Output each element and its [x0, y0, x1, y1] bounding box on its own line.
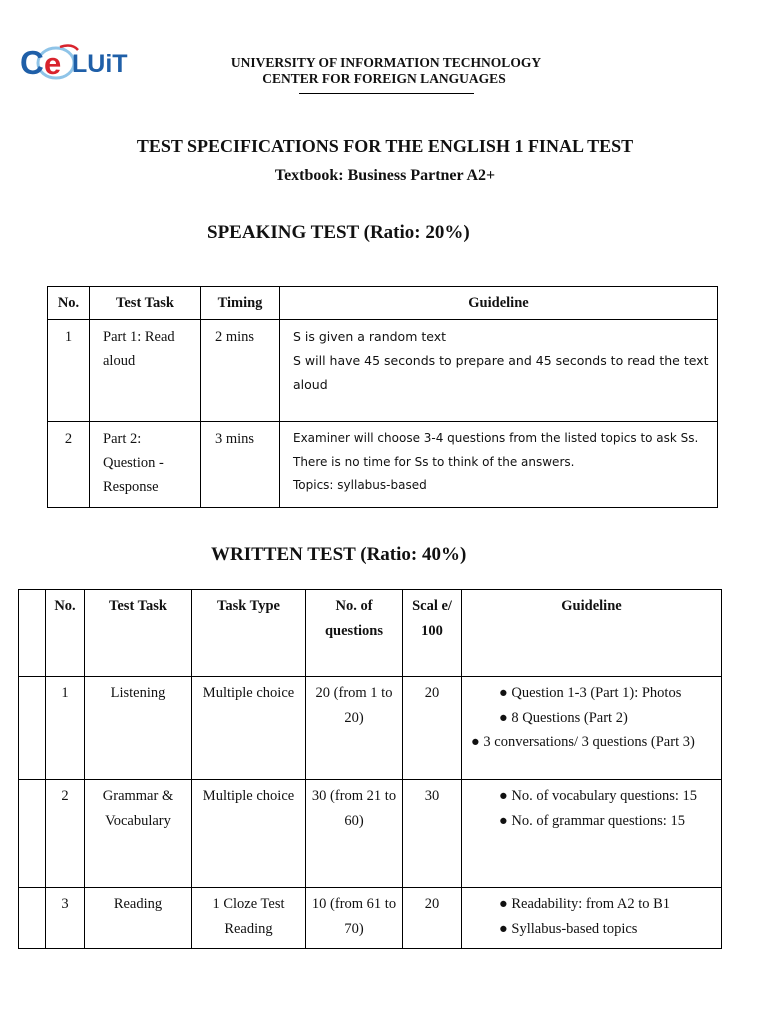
table-row: [19, 780, 722, 888]
column-header: No. of questions: [306, 590, 403, 677]
guideline-line: ● No. of vocabulary questions: 15: [499, 788, 698, 804]
scale: 30: [403, 780, 462, 888]
column-header: Test Task: [90, 287, 201, 320]
blank-cell: [19, 780, 46, 888]
blank-cell: [19, 888, 46, 949]
question-count: 20 (from 1 to 20): [306, 677, 403, 780]
table-header-row: [48, 287, 718, 320]
column-header: Test Task: [85, 590, 192, 677]
guideline-line: ● Syllabus-based topics: [499, 920, 638, 937]
svg-text:LUiT: LUiT: [72, 50, 128, 78]
blank-cell: [19, 677, 46, 780]
test-task: Part 2: Question - Response: [90, 422, 201, 508]
blank-column-header: [19, 590, 46, 677]
document-subtitle: Textbook: Business Partner A2+: [274, 167, 496, 184]
guideline-line: ● Question 1-3 (Part 1): Photos: [499, 685, 682, 701]
column-header: No.: [48, 287, 90, 320]
column-header: Task Type: [192, 590, 306, 677]
written-test-table: [18, 589, 722, 949]
institution-header: [0, 55, 768, 87]
column-header: No.: [46, 590, 85, 677]
column-header: Scal e/ 100: [403, 590, 462, 677]
guideline-line: ● Readability: from A2 to B1: [499, 896, 671, 912]
column-header: Guideline: [462, 590, 722, 677]
test-task: Listening: [85, 677, 192, 780]
question-count: 10 (from 61 to 70): [306, 888, 403, 949]
task-type: Multiple choice: [192, 677, 306, 780]
svg-text:C: C: [20, 44, 44, 81]
scale: 20: [403, 888, 462, 949]
document-title: TEST SPECIFICATIONS FOR THE ENGLISH 1 FINAL TEST: [136, 136, 634, 156]
university-name: UNIVERSITY OF INFORMATION TECHNOLOGY: [230, 55, 542, 70]
row-number: 1: [46, 677, 85, 780]
test-task: Reading: [85, 888, 192, 949]
center-name: CENTER FOR FOREIGN LANGUAGES: [262, 71, 506, 86]
guideline-line: Topics: syllabus-based: [293, 478, 427, 492]
speaking-test-table: [47, 286, 718, 508]
table-row: [19, 677, 722, 780]
question-count: 30 (from 21 to 60): [306, 780, 403, 888]
guideline: [462, 780, 722, 888]
guideline: [280, 422, 718, 508]
test-task: Part 1: Read aloud: [90, 320, 201, 422]
scale: 20: [403, 677, 462, 780]
guideline-line: S is given a random text: [293, 329, 447, 344]
timing: 2 mins: [201, 320, 280, 422]
row-number: 2: [46, 780, 85, 888]
written-test-title: WRITTEN TEST (Ratio: 40%): [211, 544, 467, 565]
column-header: Guideline: [280, 287, 718, 320]
table-row: [48, 320, 718, 422]
guideline-line: Examiner will choose 3-4 questions from the listed topics to ask Ss. There is no time for Ss to think of the answers.: [293, 431, 699, 469]
guideline-line: ● No. of grammar questions: 15: [499, 812, 685, 829]
table-row: [48, 422, 718, 508]
test-task: Grammar & Vocabulary: [85, 780, 192, 888]
column-header: Timing: [201, 287, 280, 320]
timing: 3 mins: [201, 422, 280, 508]
table-row: [19, 888, 722, 949]
svg-text:e: e: [44, 46, 62, 81]
guideline-line: ● 8 Questions (Part 2): [499, 709, 628, 726]
guideline: [280, 320, 718, 422]
row-number: 3: [46, 888, 85, 949]
guideline: [462, 677, 722, 780]
table-header-row: [19, 590, 722, 677]
row-number: 2: [48, 422, 90, 508]
guideline-line: ● 3 conversations/ 3 questions (Part 3): [471, 734, 695, 750]
task-type: Multiple choice: [192, 780, 306, 888]
task-type: 1 Cloze Test Reading: [192, 888, 306, 949]
row-number: 1: [48, 320, 90, 422]
guideline-line: S will have 45 seconds to prepare and 45 seconds to read the text aloud: [293, 353, 709, 392]
guideline: [462, 888, 722, 949]
header-divider: [299, 93, 474, 94]
speaking-test-title: SPEAKING TEST (Ratio: 20%): [207, 222, 470, 243]
